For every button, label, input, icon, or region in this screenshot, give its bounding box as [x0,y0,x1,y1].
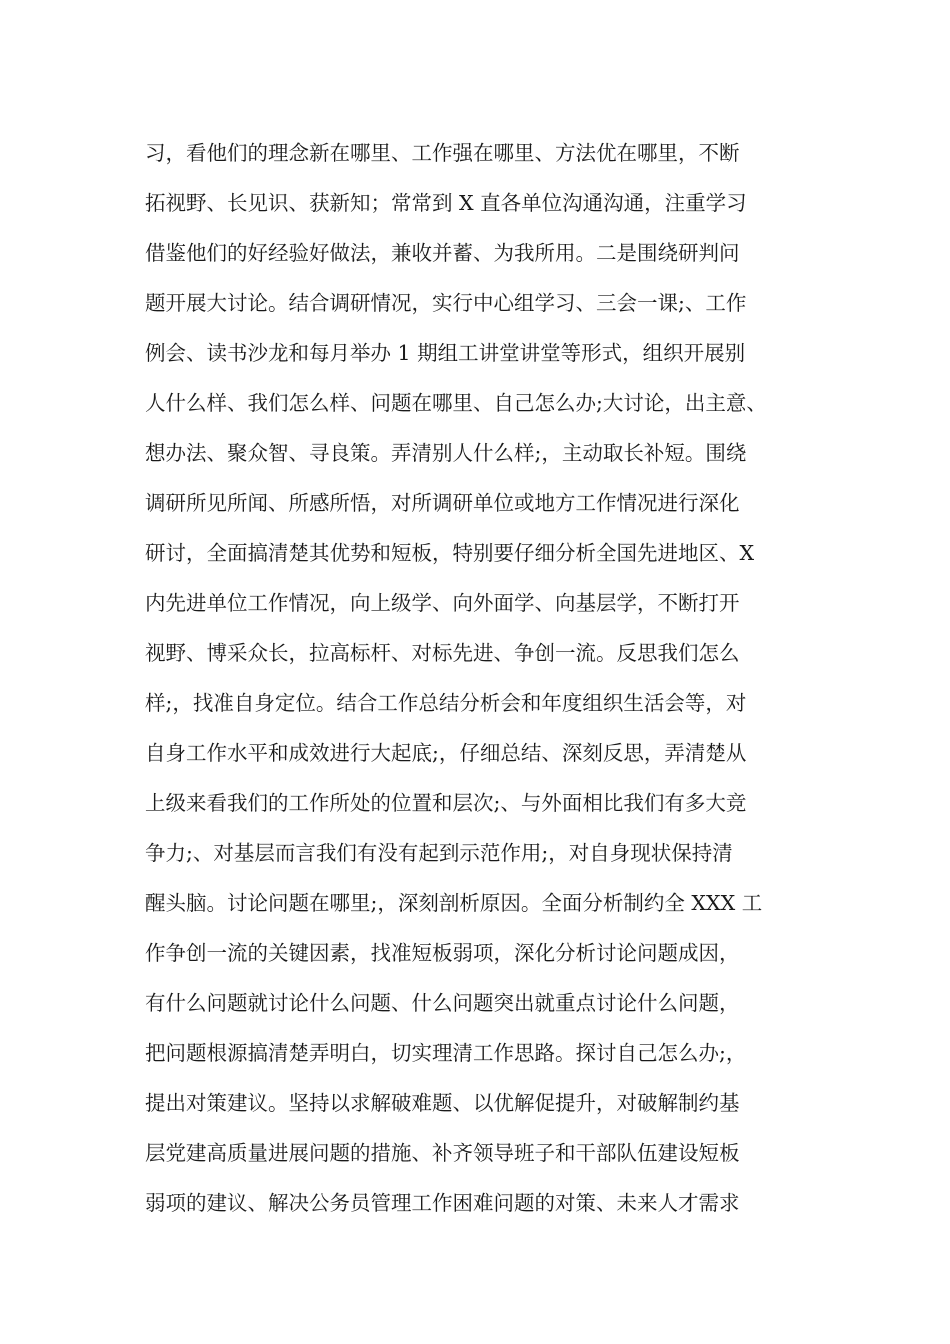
text-line: 自身工作水平和成效进行大起底;，仔细总结、深刻反思，弄清楚从 [145,741,747,765]
text-line: 想办法、聚众智、寻良策。弄清别人什么样;，主动取长补短。围绕 [145,441,747,465]
text-line: 层党建高质量进展问题的措施、补齐领导班子和干部队伍建设短板 [145,1141,740,1165]
body-paragraph [145,130,845,1230]
text-line: 弱项的建议、解决公务员管理工作困难问题的对策、未来人才需求 [145,1191,740,1215]
text-line: 作争创一流的关键因素，找准短板弱项，深化分析讨论问题成因， [145,941,740,965]
text-line: 争力;、对基层而言我们有没有起到示范作用;，对自身现状保持清 [145,841,733,865]
text-line: 习，看他们的理念新在哪里、工作强在哪里、方法优在哪里，不断 [145,141,740,165]
text-line: 人什么样、我们怎么样、问题在哪里、自己怎么办;大讨论，出主意、 [145,391,767,415]
text-line: 视野、博采众长，拉高标杆、对标先进、争创一流。反思我们怎么 [145,641,740,665]
text-line: 借鉴他们的好经验好做法，兼收并蓄、为我所用。二是围绕研判问 [145,241,740,265]
text-line: 题开展大讨论。结合调研情况，实行中心组学习、三会一课;、工作 [145,291,747,315]
text-line: 提出对策建议。坚持以求解破难题、以优解促提升，对破解制约基 [145,1091,740,1115]
text-line: 拓视野、长见识、获新知；常常到 X 直各单位沟通沟通，注重学习 [145,191,747,215]
text-line: 例会、读书沙龙和每月举办 1 期组工讲堂讲堂等形式，组织开展别 [145,341,746,365]
text-line: 有什么问题就讨论什么问题、什么问题突出就重点讨论什么问题， [145,991,740,1015]
text-line: 调研所见所闻、所感所悟，对所调研单位或地方工作情况进行深化 [145,491,740,515]
text-line: 样;，找准自身定位。结合工作总结分析会和年度组织生活会等，对 [145,691,747,715]
text-line: 研讨，全面搞清楚其优势和短板，特别要仔细分析全国先进地区、X [145,541,755,565]
text-line: 上级来看我们的工作所处的位置和层次;、与外面相比我们有多大竞 [145,791,747,815]
text-line: 把问题根源搞清楚弄明白，切实理清工作思路。探讨自己怎么办;， [145,1041,747,1065]
text-line: 醒头脑。讨论问题在哪里;，深刻剖析原因。全面分析制约全 XXX 工 [145,891,763,915]
text-line: 内先进单位工作情况，向上级学、向外面学、向基层学，不断打开 [145,591,740,615]
